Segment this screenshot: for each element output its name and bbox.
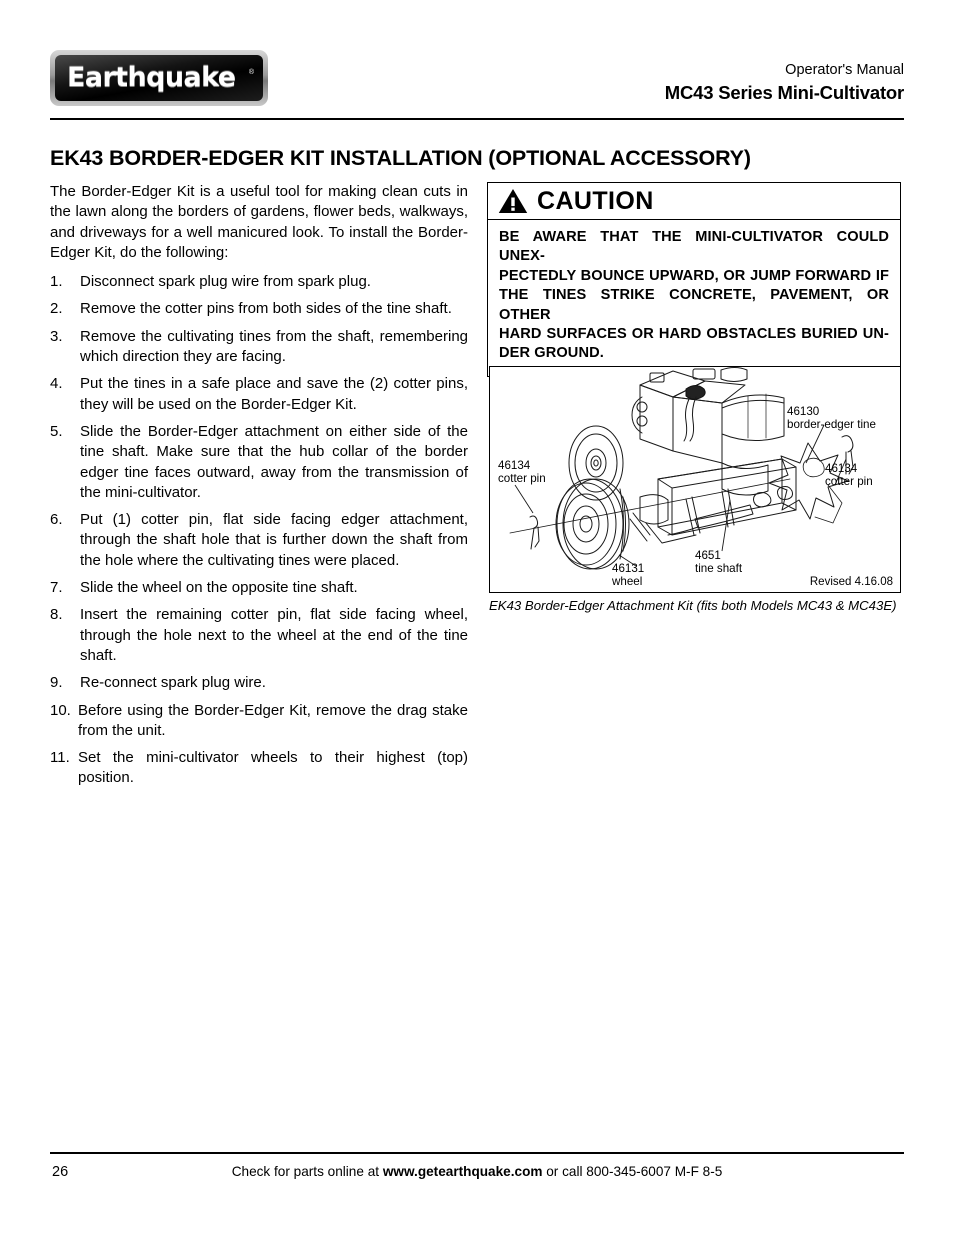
step-number: 3. (50, 327, 63, 345)
step-number: 2. (50, 300, 63, 318)
step-text: Slide the Border-Edger attachment on either side of the tine shaft. Make sure that the hub collar of the border edger tine faces outward, away from the transmission of the mini-cultivator. (80, 422, 468, 501)
step-number: 1. (50, 273, 63, 291)
step-item (50, 605, 468, 666)
instructions-column (50, 182, 468, 796)
step-number: 7. (50, 579, 63, 597)
manual-type-label: Operator's Manual (785, 62, 904, 78)
caution-title: CAUTION (537, 186, 654, 215)
callout-4651-tine-shaft: 4651 tine shaft (695, 549, 743, 576)
step-text: Remove the cotter pins from both sides of the tine shaft. (80, 300, 452, 318)
warning-triangle-icon (498, 188, 528, 214)
caution-text (488, 220, 900, 376)
caution-line: PECTEDLY BOUNCE UPWARD, OR JUMP FORWARD IF (499, 267, 889, 284)
step-number: 9. (50, 674, 63, 692)
step-text: Slide the wheel on the opposite tine shaft. (80, 579, 358, 597)
header-divider (50, 118, 904, 120)
steps-list (50, 272, 468, 789)
logo-plate (55, 55, 263, 101)
step-number: 11. (50, 749, 70, 767)
earthquake-logo (50, 50, 268, 106)
step-number: 4. (50, 375, 63, 393)
figure-caption: EK43 Border-Edger Attachment Kit (fits both Models MC43 & MC43E) (489, 598, 897, 613)
caution-line: HARD SURFACES OR HARD OBSTACLES BURIED UN- (499, 326, 889, 343)
step-number: 10. (50, 701, 71, 719)
callout-46134-left: 46134 cotter pin (498, 459, 546, 486)
footer-suffix: or call 800-345-6007 M-F 8-5 (542, 1164, 723, 1179)
caution-box (487, 182, 901, 377)
caution-line: DER GROUND. (499, 345, 604, 362)
step-item (50, 272, 468, 292)
step-number: 5. (50, 422, 63, 440)
step-item (50, 374, 468, 415)
page-title: EK43 BORDER-EDGER KIT INSTALLATION (OPTIONAL ACCESSORY) (50, 146, 751, 171)
step-text: Set the mini-cultivator wheels to their highest (top) position. (78, 749, 468, 787)
callout-46130-border-edger-tine: 46130 border-edger tine (787, 405, 876, 432)
caution-header (488, 183, 900, 220)
step-item (50, 510, 468, 571)
step-text: Remove the cultivating tines from the shaft, remembering which direction they are facing. (80, 327, 468, 366)
callout-46134-right: 46134 cotter pin (825, 462, 873, 489)
step-item (50, 748, 468, 789)
step-text: Insert the remaining cotter pin, flat side facing wheel, through the hole next to the wheel at the end of the tine shaft. (80, 606, 468, 664)
step-item (50, 327, 468, 368)
step-number: 8. (50, 606, 63, 624)
caution-line: THE TINES STRIKE CONCRETE, PAVEMENT, OR OTHER (499, 287, 889, 323)
step-text: Put the tines in a safe place and save the (2) cotter pins, they will be used on the Border-Edger Kit. (80, 375, 468, 413)
intro-paragraph: The Border-Edger Kit is a useful tool for making clean cuts in the lawn along the borders of gardens, flower beds, walkways, and driveways for a well manicured look. To install the Border-Edger Kit, do the following: (50, 183, 468, 261)
page-header (50, 48, 904, 120)
website-link[interactable]: www.getearthquake.com (382, 1164, 543, 1179)
diagram-figure (489, 366, 901, 593)
callout-46131-wheel: 46131 wheel (612, 562, 645, 589)
model-name-label: MC43 Series Mini-Cultivator (664, 82, 904, 103)
step-item (50, 422, 468, 503)
step-item (50, 673, 468, 693)
step-text: Before using the Border-Edger Kit, remove the drag stake from the unit. (78, 701, 468, 739)
step-text: Put (1) cotter pin, flat side facing edger attachment, through the shaft hole that is further down the shaft from the hole where the cultivating tines were placed. (80, 511, 468, 569)
revision-date-label: Revised 4.16.08 (809, 576, 893, 588)
step-item (50, 701, 468, 742)
page-number: 26 (52, 1164, 69, 1180)
logo-wordmark: Earthquake (67, 61, 236, 93)
caution-line: BE AWARE THAT THE MINI-CULTIVATOR COULD UNEX- (499, 229, 889, 265)
step-number: 6. (50, 511, 63, 529)
step-item (50, 578, 468, 598)
registered-trademark-icon: ® (248, 69, 254, 76)
step-item (50, 299, 468, 319)
step-text: Re-connect spark plug wire. (80, 674, 266, 692)
step-text: Disconnect spark plug wire from spark plug. (80, 273, 371, 291)
footer-prefix: Check for parts online at (231, 1164, 383, 1179)
footer-text (50, 1164, 904, 1179)
footer-divider (50, 1152, 904, 1154)
